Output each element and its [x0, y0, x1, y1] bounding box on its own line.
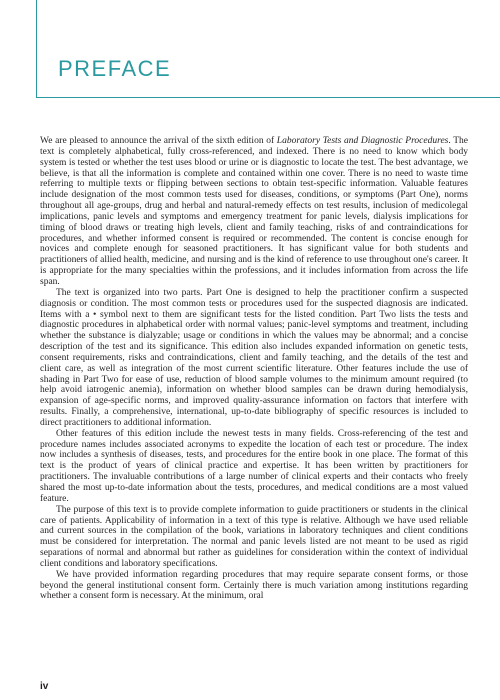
header-rule	[36, 97, 500, 98]
header-left-rule	[36, 0, 37, 98]
paragraph-3: Other features of this edition include the newest tests in many fields. Cross-referencing of the test and procedure names includes associated acronyms to expedite the location of each test or procedure. The index now includes a synthesis of diseases, tests, and procedures for the entire book in one place. The format of this text is the product of years of clinical practice and expertise. It has been written by practitioners for practitioners. The invaluable contributions of a large number of clinical experts and their contacts who freely shared the most up-to-date information about the tests, procedures, and medical conditions are a most valued feature.	[40, 428, 468, 504]
paragraph-4: The purpose of this text is to provide complete information to guide practitioners or students in the clinical care of patients. Applicability of information in a text of this type is relative. Although we have used reliable and current sources in the compilation of the book, variations in laboratory techniques and client conditions must be considered for interpretation. The normal and panic levels listed are not meant to be used as rigid separations of normal and abnormal but rather as guidelines for consideration within the context of individual client conditions and laboratory specifications.	[40, 504, 468, 569]
preface-body	[40, 136, 468, 602]
paragraph-5: We have provided information regarding procedures that may require separate consent forms, or those beyond the general institutional consent form. Certainly there is much variation among institutions regarding whether a consent form is necessary. At the minimum, oral	[40, 569, 468, 602]
paragraph-2: The text is organized into two parts. Part One is designed to help the practitioner confirm a suspected diagnosis or condition. The most common tests or procedures used for the suspected diagnosis are indicated. Items with a • symbol next to them are significant tests for the listed condition. Part Two lists the tests and diagnostic procedures in alphabetical order with normal values; panic-level symptoms and treatment, including whether the substance is dialyzable; usage or conditions in which the values may be abnormal; and a concise description of the test and its significance. This edition also includes expanded information on genetic tests, consent requirements, risks and contraindications, client and family teaching, and the details of the test and client care, as well as integration of the most current scientific literature. Other features include the use of shading in Part Two for ease of use, reduction of blood sample volumes to the minimum amount required (to help avoid iatrogenic anemia), information on whether blood samples can be drawn during hemodialysis, expansion of age-specific norms, and improved quality-assurance information on factors that interfere with results. Finally, a comprehensive, international, up-to-date bibliography of specific resources is included to direct practitioners to additional information.	[40, 287, 468, 428]
page-number: iv	[40, 681, 49, 692]
paragraph-1: We are pleased to announce the arrival of the sixth edition of Laboratory Tests and Diagnostic Procedures. The text is completely alphabetical, fully cross-referenced, and indexed. There is no need to know which body system is tested or whether the test uses blood or urine or is diagnostic to locate the test. The best advantage, we believe, is that all the information is complete and contained within one cover. There is no need to waste time referring to multiple texts or flipping between sections to obtain test-specific information. Valuable features include designation of the most common tests used for diseases, conditions, or symptoms (Part One), norms throughout all age-groups, drug and herbal and natural-remedy effects on test results, inclusion of medicolegal implications, panic levels and symptoms and emergency treatment for panic levels, dialysis implications for timing of blood draws or treating high levels, client and family teaching, risks of and contraindications for procedures, and whether informed consent is required or recommended. The content is concise enough for novices and complete enough for seasoned practitioners. It has significant value for both students and practitioners of allied health, medicine, and nursing and is the kind of reference to use throughout one's career. It is appropriate for the many specialties within the professions, and it includes information from across the life span.	[40, 136, 468, 287]
page-title: PREFACE	[58, 56, 172, 81]
